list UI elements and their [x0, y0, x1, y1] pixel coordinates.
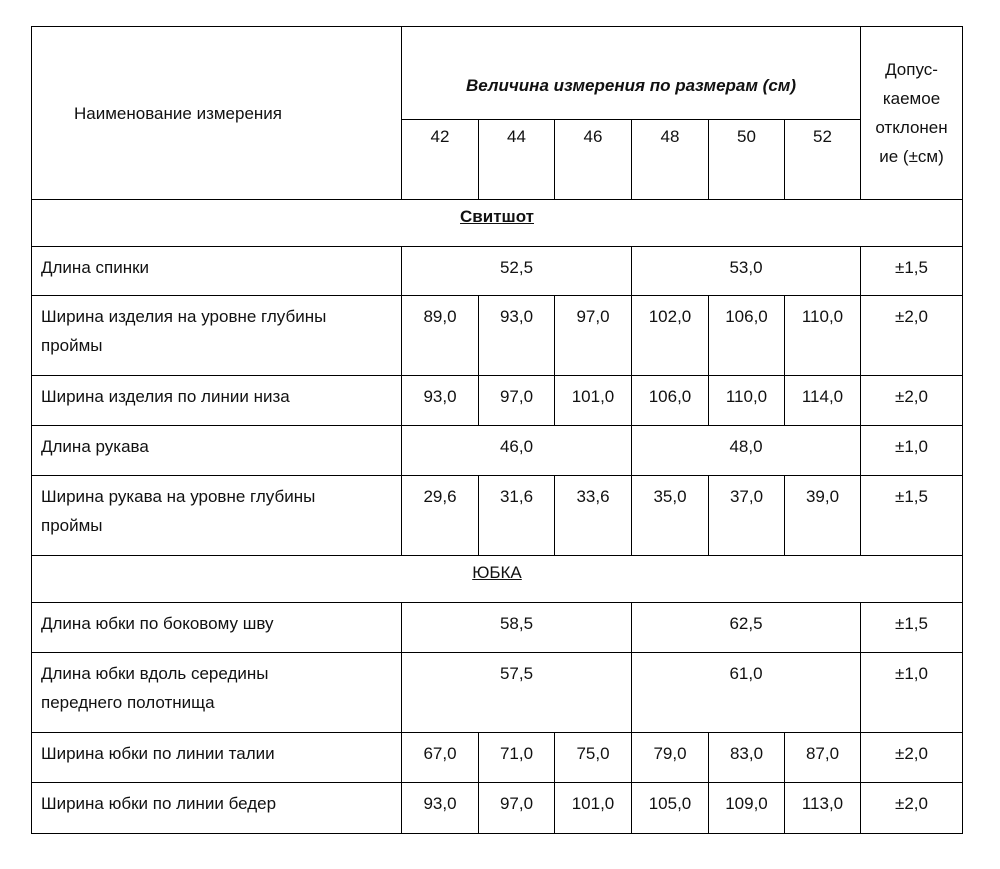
row-name: Ширина рукава на уровне глубины проймы — [32, 476, 402, 556]
header-name-label: Наименование измерения — [74, 103, 283, 123]
tolerance-value: ±2,0 — [861, 783, 963, 834]
value-merged: 62,5 — [632, 603, 861, 653]
row-name: Ширина изделия на уровне глубины проймы — [32, 296, 402, 376]
tolerance-value: ±1,5 — [861, 476, 963, 556]
row-name: Длина юбки по боковому шву — [32, 603, 402, 653]
value-cell: 109,0 — [709, 783, 785, 834]
value-merged: 46,0 — [402, 426, 632, 476]
header-group-label: Величина измерения по размерам (см) — [465, 76, 797, 95]
value-cell: 97,0 — [555, 296, 632, 376]
row-name: Ширина юбки по линии талии — [32, 733, 402, 783]
row-name: Длина спинки — [32, 247, 402, 296]
value-cell: 93,0 — [479, 296, 555, 376]
value-merged: 53,0 — [632, 247, 861, 296]
size-header-52: 52 — [785, 120, 861, 200]
value-cell: 31,6 — [479, 476, 555, 556]
measurement-table — [31, 26, 963, 834]
tolerance-value: ±1,5 — [861, 247, 963, 296]
value-merged: 52,5 — [402, 247, 632, 296]
value-cell: 114,0 — [785, 376, 861, 426]
value-cell: 33,6 — [555, 476, 632, 556]
value-cell: 75,0 — [555, 733, 632, 783]
value-cell: 89,0 — [402, 296, 479, 376]
tolerance-value: ±2,0 — [861, 733, 963, 783]
value-cell: 79,0 — [632, 733, 709, 783]
header-size-group — [402, 27, 861, 120]
value-cell: 110,0 — [785, 296, 861, 376]
value-cell: 71,0 — [479, 733, 555, 783]
tolerance-value: ±1,5 — [861, 603, 963, 653]
value-cell: 87,0 — [785, 733, 861, 783]
header-tolerance-line: Допус- — [885, 60, 938, 79]
header-tolerance-cell — [861, 27, 963, 200]
value-cell: 106,0 — [632, 376, 709, 426]
size-header-48: 48 — [632, 120, 709, 200]
row-name: Длина рукава — [32, 426, 402, 476]
value-cell: 101,0 — [555, 783, 632, 834]
header-tolerance-line: каемое — [882, 89, 941, 108]
row-name: Длина юбки вдоль середины переднего полотнища — [32, 653, 402, 733]
tolerance-value: ±1,0 — [861, 653, 963, 733]
value-cell: 93,0 — [402, 783, 479, 834]
value-cell: 29,6 — [402, 476, 479, 556]
value-cell: 110,0 — [709, 376, 785, 426]
value-cell: 101,0 — [555, 376, 632, 426]
value-cell: 113,0 — [785, 783, 861, 834]
tolerance-value: ±2,0 — [861, 376, 963, 426]
row-name: Ширина юбки по линии бедер — [32, 783, 402, 834]
value-cell: 97,0 — [479, 783, 555, 834]
section-title-skirt: ЮБКА — [32, 556, 963, 603]
value-merged: 58,5 — [402, 603, 632, 653]
section-title-sweatshirt: Свитшот — [32, 200, 963, 247]
value-cell: 39,0 — [785, 476, 861, 556]
value-cell: 105,0 — [632, 783, 709, 834]
header-name-cell — [32, 27, 402, 200]
value-cell: 67,0 — [402, 733, 479, 783]
value-merged: 57,5 — [402, 653, 632, 733]
tolerance-value: ±1,0 — [861, 426, 963, 476]
header-tolerance-line: отклонен — [875, 118, 948, 137]
value-cell: 97,0 — [479, 376, 555, 426]
header-tolerance-line: ие (±см) — [879, 147, 944, 166]
value-cell: 102,0 — [632, 296, 709, 376]
value-cell: 35,0 — [632, 476, 709, 556]
value-merged: 61,0 — [632, 653, 861, 733]
size-header-42: 42 — [402, 120, 479, 200]
size-header-44: 44 — [479, 120, 555, 200]
value-cell: 106,0 — [709, 296, 785, 376]
value-cell: 37,0 — [709, 476, 785, 556]
value-cell: 83,0 — [709, 733, 785, 783]
size-header-50: 50 — [709, 120, 785, 200]
tolerance-value: ±2,0 — [861, 296, 963, 376]
size-header-46: 46 — [555, 120, 632, 200]
value-cell: 93,0 — [402, 376, 479, 426]
value-merged: 48,0 — [632, 426, 861, 476]
row-name: Ширина изделия по линии низа — [32, 376, 402, 426]
